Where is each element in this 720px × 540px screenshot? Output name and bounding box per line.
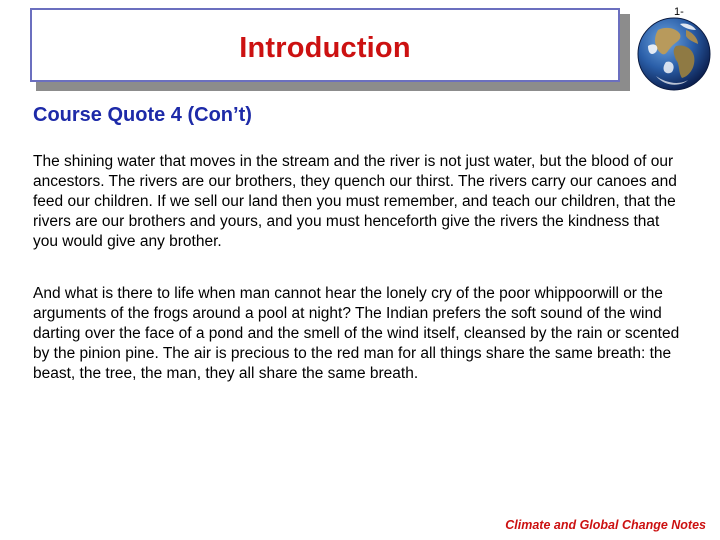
slide-title: Introduction	[239, 32, 411, 64]
quote-paragraph-2: And what is there to life when man cannot hear the lonely cry of the poor whippoorwill or the arguments of the frogs around a pool at night? The Indian prefers the soft sound of the wind darting over the face of a pond and the smell of the wind itself, cleansed by the rain or scented by the pinion pine. The air is precious to the red man for all things share the same breath: the beast, the tree, the man, they all share the same breath.	[33, 285, 680, 382]
quote-paragraph-1: The shining water that moves in the stream and the river is not just water, but the blood of our ancestors. The rivers are our brothers, they quench our thirst. The rivers carry our canoes and feed our children. If we sell our land then you must remember, and teach our children, that the rivers are our brothers and yours, and you must henceforth give the rivers the kindness that you would give any brother.	[33, 153, 677, 250]
page-number: 1-	[674, 6, 684, 18]
footer-note: Climate and Global Change Notes	[505, 518, 706, 532]
quote-heading: Course Quote 4 (Con’t)	[33, 104, 252, 126]
earth-globe-icon	[636, 16, 712, 92]
title-box	[30, 8, 620, 82]
